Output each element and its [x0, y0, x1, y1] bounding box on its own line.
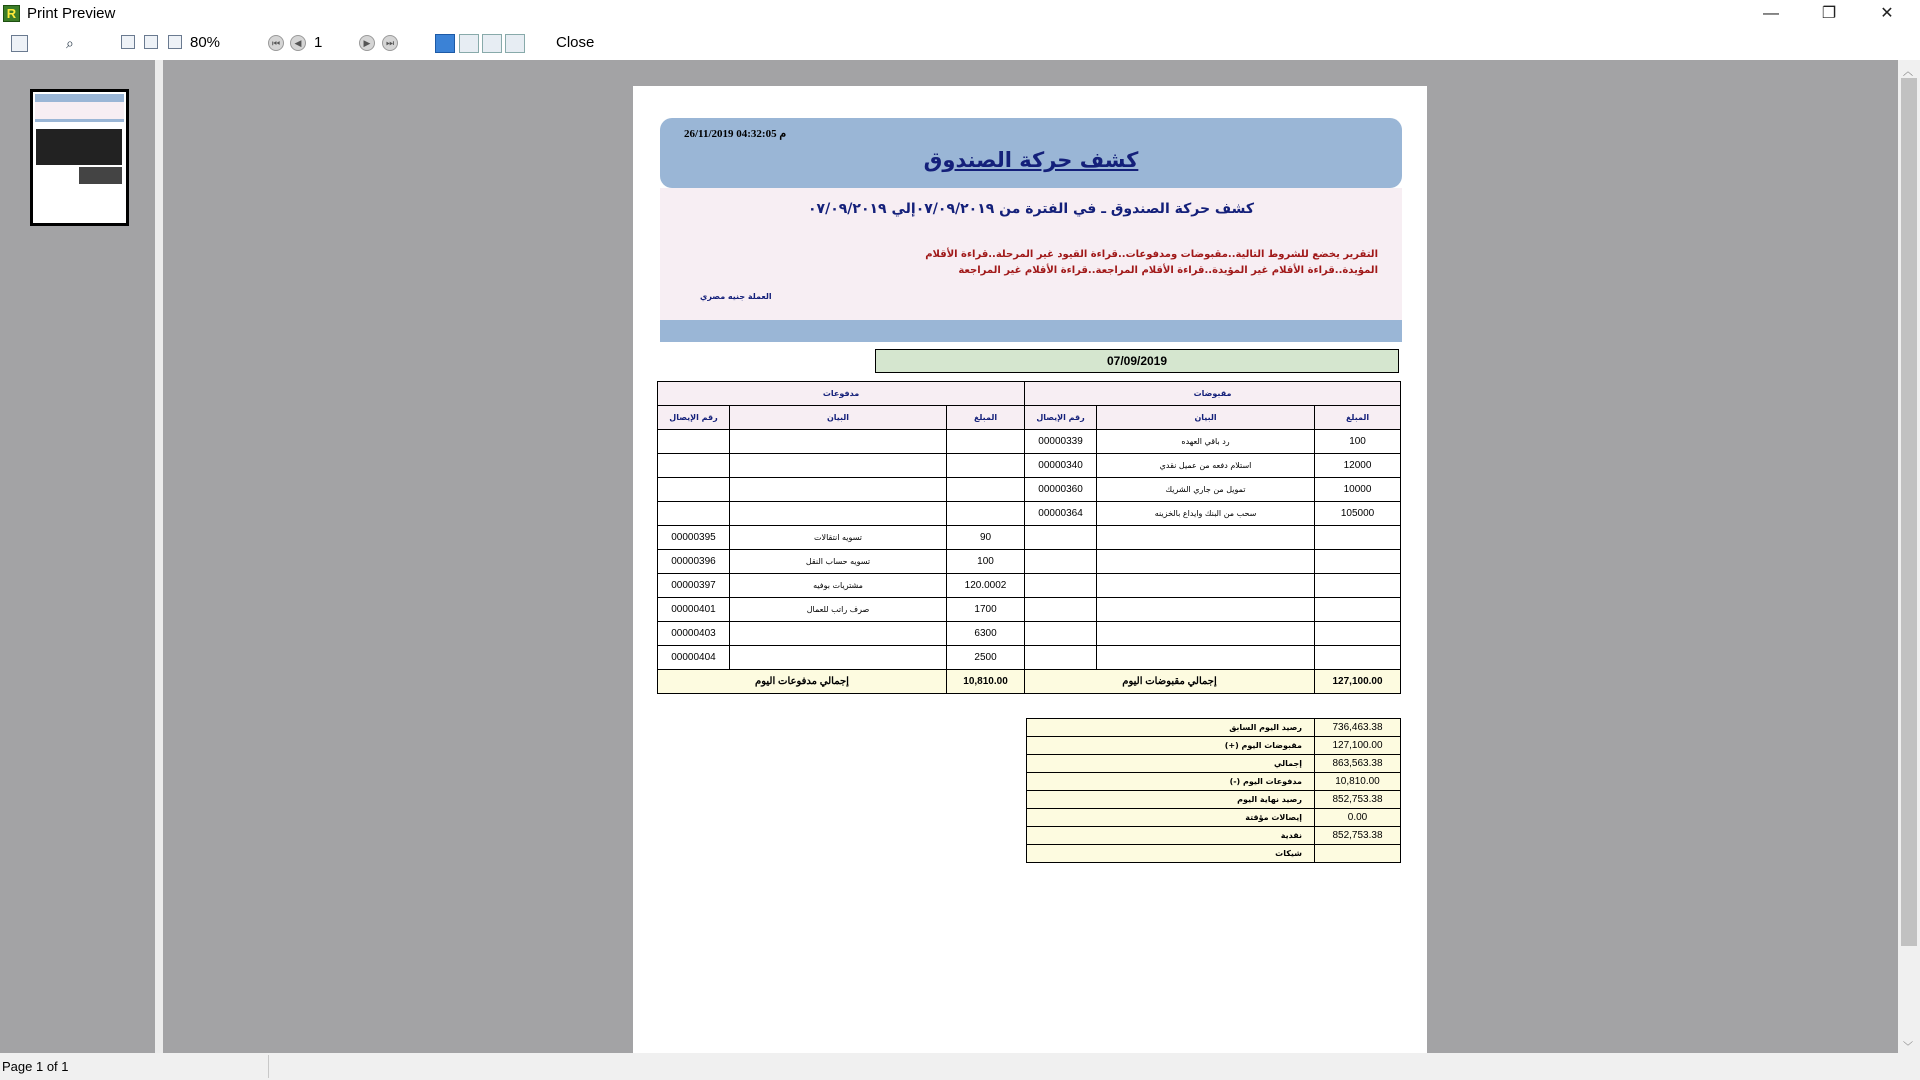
title-bar: [0, 0, 1920, 28]
summary-value: 852,753.38: [1315, 827, 1401, 845]
summary-label: رصيد نهاية اليوم: [1027, 791, 1315, 809]
table-cell: [1097, 598, 1315, 622]
table-cell: [730, 454, 947, 478]
close-preview-button[interactable]: Close: [556, 34, 595, 51]
page-width-view-icon[interactable]: [459, 34, 479, 53]
table-cell: [730, 646, 947, 670]
table-cell: 6300: [947, 622, 1025, 646]
summary-label: إجمالي: [1027, 755, 1315, 773]
report-title: كشف حركة الصندوق: [923, 148, 1139, 172]
table-cell: استلام دفعه من عميل نقدي: [1097, 454, 1315, 478]
summary-label: رصيد اليوم السابق: [1027, 719, 1315, 737]
report-currency: العملة جنيه مصري: [700, 292, 772, 301]
table-cell: [1025, 574, 1097, 598]
scroll-down-icon[interactable]: ﹀: [1903, 1042, 1913, 1053]
column-header: المبلغ: [947, 406, 1025, 430]
table-cell: [1025, 526, 1097, 550]
last-page-icon[interactable]: ⏭: [382, 35, 398, 51]
zoom-field[interactable]: 80%: [186, 31, 232, 55]
table-cell: [658, 502, 730, 526]
page-status: Page 1 of 1: [2, 1059, 69, 1074]
table-cell: [730, 622, 947, 646]
table-cell: [1315, 598, 1401, 622]
restore-button[interactable]: ❐: [1821, 5, 1837, 22]
column-header: رقم الإيصال: [1025, 406, 1097, 430]
summary-label: نقدية: [1027, 827, 1315, 845]
table-cell: [1315, 622, 1401, 646]
summary-value: 10,810.00: [1315, 773, 1401, 791]
table-cell: [947, 478, 1025, 502]
table-cell: [730, 478, 947, 502]
four-pages-view-icon[interactable]: [505, 34, 525, 53]
summary-value: 863,563.38: [1315, 755, 1401, 773]
table-cell: تسويه حساب النقل: [730, 550, 947, 574]
app-icon: R: [3, 5, 20, 22]
table-cell: [1025, 622, 1097, 646]
page-thumbnail[interactable]: [30, 89, 129, 226]
thumbnail-pane: [0, 60, 157, 1053]
table-cell: [947, 430, 1025, 454]
summary-label: إيصالات مؤقتة: [1027, 809, 1315, 827]
table-cell: [658, 430, 730, 454]
summary-value: 127,100.00: [1315, 737, 1401, 755]
table-cell: [1097, 622, 1315, 646]
toolbar: [0, 28, 1920, 60]
summary-row: [1027, 737, 1401, 755]
summary-value: 736,463.38: [1315, 719, 1401, 737]
table-row: [658, 622, 1401, 646]
table-cell: [1097, 574, 1315, 598]
window-title: Print Preview: [27, 5, 116, 22]
receipts-header: مقبوضات: [1025, 382, 1401, 406]
table-cell: رد باقي العهده: [1097, 430, 1315, 454]
summary-label: شيكات: [1027, 845, 1315, 863]
scrollbar-thumb[interactable]: [1901, 78, 1917, 946]
table-cell: 00000395: [658, 526, 730, 550]
summary-label: مقبوضات اليوم (+): [1027, 737, 1315, 755]
table-cell: [947, 454, 1025, 478]
zoom-icon[interactable]: [168, 35, 182, 49]
table-cell: 120.0002: [947, 574, 1025, 598]
report-datetime: 26/11/2019 04:32:05 م: [684, 128, 787, 140]
minimize-button[interactable]: —: [1763, 5, 1779, 22]
table-cell: [658, 454, 730, 478]
table-cell: 00000360: [1025, 478, 1097, 502]
table-cell: 1700: [947, 598, 1025, 622]
table-cell: 90: [947, 526, 1025, 550]
column-header: البيان: [730, 406, 947, 430]
next-page-icon[interactable]: ▶: [359, 35, 375, 51]
summary-row: [1027, 755, 1401, 773]
summary-row: [1027, 845, 1401, 863]
summary-label: مدفوعات اليوم (-): [1027, 773, 1315, 791]
table-row: [658, 502, 1401, 526]
total-payments-value: 10,810.00: [947, 670, 1025, 694]
table-cell: 00000401: [658, 598, 730, 622]
table-cell: 2500: [947, 646, 1025, 670]
table-cell: [1097, 526, 1315, 550]
find-icon[interactable]: ⌕: [66, 35, 74, 51]
scroll-up-icon[interactable]: ︿: [1903, 67, 1913, 78]
table-cell: [1025, 598, 1097, 622]
print-icon[interactable]: [11, 35, 28, 52]
table-cell: 105000: [1315, 502, 1401, 526]
table-cell: 00000404: [658, 646, 730, 670]
table-cell: [1315, 526, 1401, 550]
header-band: [660, 320, 1402, 342]
pane-splitter[interactable]: [155, 60, 163, 1053]
summary-table: [1026, 718, 1401, 863]
report-date: 07/09/2019: [875, 349, 1399, 373]
table-cell: 00000403: [658, 622, 730, 646]
table-cell: [947, 502, 1025, 526]
column-header: البيان: [1097, 406, 1315, 430]
summary-value: [1315, 845, 1401, 863]
vertical-scrollbar[interactable]: [1898, 60, 1920, 1053]
column-header: رقم الإيصال: [658, 406, 730, 430]
table-row: [658, 526, 1401, 550]
table-cell: 100: [1315, 430, 1401, 454]
table-cell: 00000339: [1025, 430, 1097, 454]
export-icon[interactable]: [144, 35, 158, 49]
table-cell: 00000396: [658, 550, 730, 574]
close-window-button[interactable]: ✕: [1880, 5, 1894, 22]
page-number-field[interactable]: 1: [310, 31, 354, 55]
payments-header: مدفوعات: [658, 382, 1025, 406]
table-cell: [1315, 550, 1401, 574]
table-cell: [1097, 550, 1315, 574]
table-cell: [1315, 646, 1401, 670]
table-cell: 00000340: [1025, 454, 1097, 478]
report-subheader: [660, 188, 1402, 320]
table-cell: [730, 430, 947, 454]
table-cell: [1097, 646, 1315, 670]
status-bar: [0, 1053, 1920, 1080]
summary-row: [1027, 719, 1401, 737]
report-conditions: التقرير يخضع للشروط التالية..مقبوضات ومدفوعات..قراءة القيود غير المرحلة..قراءة الأقلام المؤيدة..قراءة الأقلام غير المؤيدة..قراءة الأقلام المراجعة..قراءة الأقلام غير المراجعة: [925, 249, 1378, 276]
summary-row: [1027, 809, 1401, 827]
table-cell: 00000364: [1025, 502, 1097, 526]
table-row: [658, 646, 1401, 670]
first-page-icon[interactable]: ⏮: [268, 35, 284, 51]
previous-page-icon[interactable]: ◀: [290, 35, 306, 51]
total-receipts-label: إجمالي مقبوضات اليوم: [1025, 670, 1315, 694]
transactions-table: [657, 381, 1401, 694]
table-cell: [1025, 550, 1097, 574]
table-cell: 100: [947, 550, 1025, 574]
table-cell: [1315, 574, 1401, 598]
table-cell: 00000397: [658, 574, 730, 598]
table-cell: صرف راتب للعمال: [730, 598, 947, 622]
table-row: [658, 478, 1401, 502]
column-header: المبلغ: [1315, 406, 1401, 430]
totals-row: [658, 670, 1401, 694]
single-page-view-icon[interactable]: [435, 34, 455, 53]
table-row: [658, 598, 1401, 622]
table-cell: [658, 478, 730, 502]
total-payments-label: إجمالي مدفوعات اليوم: [658, 670, 947, 694]
summary-value: 852,753.38: [1315, 791, 1401, 809]
table-cell: مشتريات بوفيه: [730, 574, 947, 598]
report-subtitle: كشف حركة الصندوق ـ في الفترة من ٠٧/٠٩/٢٠١٩إلي ٠٧/٠٩/٢٠١٩: [808, 201, 1254, 217]
table-row: [658, 550, 1401, 574]
table-cell: 10000: [1315, 478, 1401, 502]
summary-row: [1027, 827, 1401, 845]
report-page: [633, 86, 1427, 1054]
table-row: [658, 430, 1401, 454]
summary-row: [1027, 791, 1401, 809]
table-cell: سحب من البنك وايداع بالخزينه: [1097, 502, 1315, 526]
table-cell: 12000: [1315, 454, 1401, 478]
table-cell: [1025, 646, 1097, 670]
summary-row: [1027, 773, 1401, 791]
total-receipts-value: 127,100.00: [1315, 670, 1401, 694]
summary-value: 0.00: [1315, 809, 1401, 827]
page-setup-icon[interactable]: [121, 35, 135, 49]
table-cell: تمويل من جاري الشريك: [1097, 478, 1315, 502]
table-row: [658, 454, 1401, 478]
report-header: [660, 118, 1402, 188]
table-cell: تسويه انتقالات: [730, 526, 947, 550]
table-cell: [730, 502, 947, 526]
table-row: [658, 574, 1401, 598]
two-pages-view-icon[interactable]: [482, 34, 502, 53]
